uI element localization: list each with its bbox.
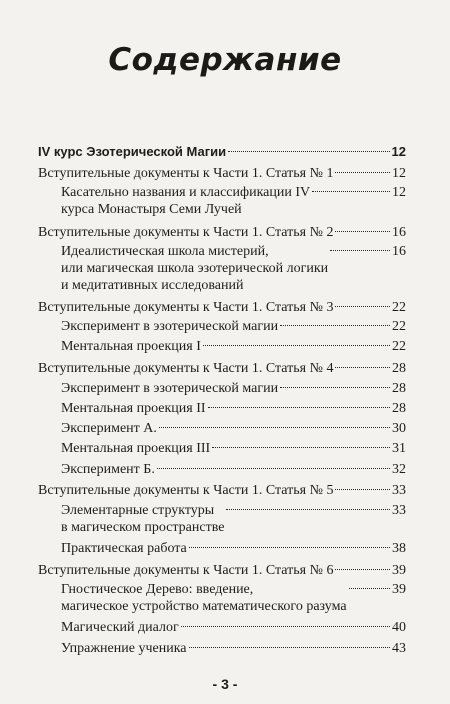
toc-entry-title: Вступительные документы к Части 1. Статья № 5 [38,483,334,498]
toc-entry-title: Вступительные документы к Части 1. Статья № 6 [38,563,334,578]
dot-leader [312,191,390,192]
toc-entry-page: 30 [392,421,406,436]
dot-leader [349,588,390,589]
toc-entry-title: Касательно названия и классификации IV курса Монастыря Семи Лучей [61,185,311,217]
toc-entry-page: 39 [392,582,406,597]
toc-entry [38,562,406,579]
toc-entry-title: Ментальная проекция III [61,441,211,456]
toc-entry-page: 12 [392,185,406,200]
toc-entry [38,299,406,316]
toc-entry [61,243,406,294]
toc-entry-title: Идеалистическая школа мистерий, или магическая школа эзотерической логики и медитативных исследований [61,244,329,293]
toc-entry [61,581,406,615]
dot-leader [157,468,390,469]
dot-leader [226,509,390,510]
dot-leader [335,367,390,368]
toc-entry [61,440,406,457]
toc-entry [38,360,406,377]
toc-entry-title: Практическая работа [61,541,187,556]
toc-entry-page: 16 [392,244,406,259]
dot-leader [335,306,390,307]
toc-entry [38,165,406,182]
dot-leader [280,387,390,388]
toc-entry-title: Упражнение ученика [61,641,187,656]
toc-entry-page: 39 [392,563,406,578]
toc-entry-title: Магический диалог [61,620,179,635]
dot-leader [330,250,390,251]
dot-leader [335,172,390,173]
toc-entry-title: Вступительные документы к Части 1. Статья № 1 [38,166,334,181]
toc-entry [38,482,406,499]
toc-entry-page: 12 [391,144,406,159]
toc-entry-page: 33 [392,503,406,518]
dot-leader [280,325,390,326]
toc-entry-title: Эксперимент А. [61,421,157,436]
toc-entry-page: 22 [392,300,406,315]
toc-entry-title: Эксперимент Б. [61,462,155,477]
toc-entry [61,318,406,335]
toc-entry-page: 12 [392,166,406,181]
toc-entry-page: 40 [392,620,406,635]
toc-entry-page: 22 [392,339,406,354]
toc-entry-title: Элементарные структуры в магическом пространстве [61,503,225,535]
dot-leader [335,489,390,490]
dot-leader [208,407,390,408]
toc-entry-page: 28 [392,381,406,396]
toc-entry-page: 32 [392,462,406,477]
toc-entry-title: IV курс Эзотерической Магии [38,144,227,159]
toc-entry-page: 33 [392,483,406,498]
page-title: Содержание [108,42,342,78]
toc-entry-title: Эксперимент в эзотерической магии [61,319,279,334]
dot-leader [212,447,390,448]
toc-entry [61,619,406,636]
dot-leader [203,345,390,346]
toc-entry-title: Ментальная проекция I [61,339,201,354]
toc-entry [61,184,406,218]
dot-leader [181,626,390,627]
toc-entry-title: Вступительные документы к Части 1. Статья № 3 [38,300,334,315]
page-number: - 3 - [212,676,238,692]
toc-entry-title: Ментальная проекция II [61,401,206,416]
toc-entry-page: 38 [392,541,406,556]
toc-entry-page: 28 [392,361,406,376]
toc-entry [61,380,406,397]
toc-entry-title: Вступительные документы к Части 1. Статья № 2 [38,225,334,240]
toc-entry [61,400,406,417]
toc-entry [61,461,406,478]
toc-entry [38,143,406,160]
toc-entry [61,540,406,557]
toc-entry-page: 28 [392,401,406,416]
toc-entry-title: Вступительные документы к Части 1. Статья № 4 [38,361,334,376]
toc-entry-page: 43 [392,641,406,656]
dot-leader [335,231,390,232]
toc-entry [61,338,406,355]
toc-entry [61,502,406,536]
toc-entry-page: 31 [392,441,406,456]
toc-entry-title: Эксперимент в эзотерической магии [61,381,279,396]
dot-leader [159,427,390,428]
toc-entry-page: 16 [392,225,406,240]
toc-entry [61,640,406,657]
toc-entry [38,224,406,241]
toc-entry-title: Гностическое Дерево: введение, магическое устройство математического разума [61,582,347,614]
toc-entry [61,420,406,437]
dot-leader [189,647,390,648]
toc-entry-page: 22 [392,319,406,334]
dot-leader [228,151,389,152]
dot-leader [189,547,390,548]
dot-leader [335,569,390,570]
